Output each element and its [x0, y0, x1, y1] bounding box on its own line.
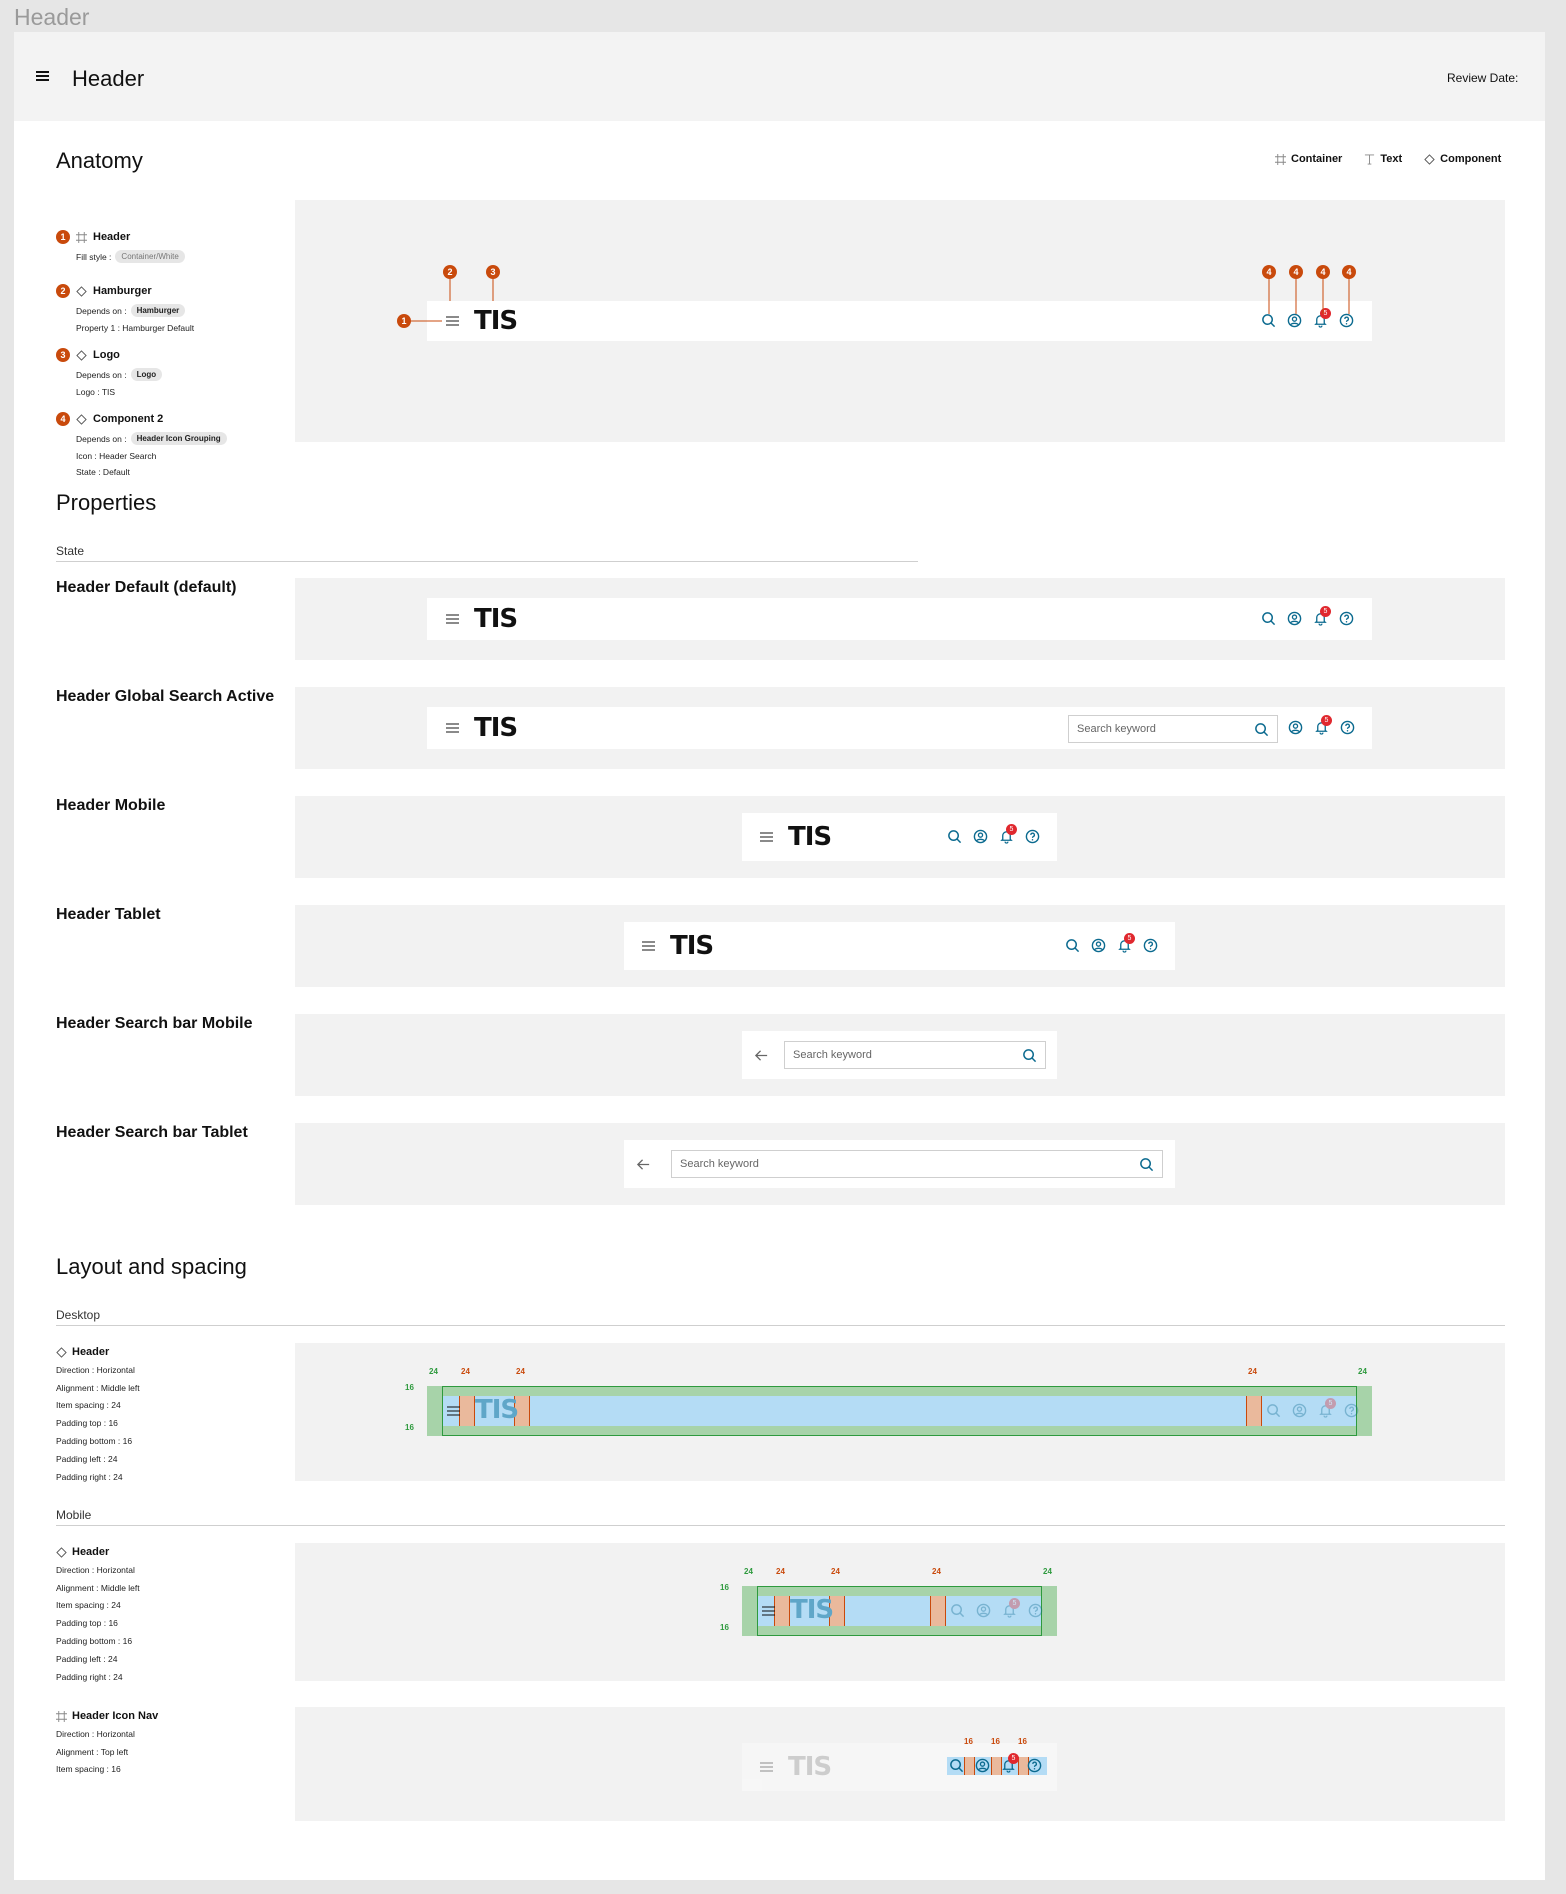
spec-lines	[56, 1362, 140, 1487]
help-icon[interactable]	[1027, 1758, 1042, 1773]
search-bar-mobile	[742, 1031, 1057, 1079]
content-area	[443, 1396, 1356, 1426]
notification-count-badge: 5	[1009, 1598, 1020, 1609]
header-icon-group	[947, 826, 1040, 844]
notification-count-badge: 5	[1124, 933, 1135, 944]
anatomy-number: 3	[56, 348, 70, 362]
user-button[interactable]	[1091, 938, 1106, 953]
marker-4: 4	[1342, 265, 1356, 279]
help-icon[interactable]	[1344, 1403, 1359, 1418]
spacing-label: 16	[991, 1737, 1000, 1746]
padding-left	[427, 1386, 443, 1436]
component-icon	[76, 414, 87, 425]
spec-line: Direction : Horizontal	[56, 1728, 135, 1739]
section-layout-title: Layout and spacing	[56, 1254, 247, 1279]
desktop-label: Desktop	[56, 1308, 101, 1322]
help-button[interactable]	[1028, 1603, 1043, 1618]
section-properties-title: Properties	[56, 490, 157, 515]
hamburger-icon[interactable]	[446, 614, 459, 624]
marker-3: 3	[486, 265, 500, 279]
section-anatomy-title: Anatomy	[56, 148, 143, 173]
anatomy-preview-panel	[295, 200, 1505, 442]
spacing-label: 24	[516, 1367, 525, 1376]
padding-right	[1041, 1586, 1057, 1636]
help-icon[interactable]	[1028, 1603, 1043, 1618]
user-button[interactable]	[976, 1603, 991, 1618]
anatomy-property: Depends on : Header Icon Grouping	[76, 432, 227, 445]
spec-line: Padding left : 24	[56, 1453, 118, 1464]
item-gap	[459, 1396, 475, 1426]
spec-line: Item spacing : 24	[56, 1600, 121, 1611]
bell-button[interactable]	[1001, 1755, 1016, 1773]
help-icon[interactable]	[1339, 611, 1354, 626]
logo[interactable]: TIS	[474, 604, 518, 634]
legend	[1275, 153, 1501, 165]
variant-search-tablet-panel	[295, 1123, 1505, 1205]
hamburger-icon	[762, 1606, 775, 1616]
component-icon	[56, 1347, 67, 1358]
icon-nav-layout-panel	[295, 1707, 1505, 1821]
bell-button[interactable]	[1117, 935, 1132, 953]
header-bar-mobile	[742, 813, 1057, 861]
component-icon	[1424, 154, 1435, 165]
variant-search-panel	[295, 687, 1505, 769]
header-bar-tablet	[624, 922, 1175, 970]
notification-count-badge: 5	[1320, 606, 1331, 617]
help-icon[interactable]	[1143, 938, 1158, 953]
help-button[interactable]	[1340, 720, 1355, 735]
search-button[interactable]	[1261, 611, 1276, 626]
spacing-label: 16	[405, 1423, 414, 1432]
hamburger-icon[interactable]	[36, 71, 49, 81]
help-icon[interactable]	[1340, 720, 1355, 735]
search-input[interactable]	[671, 1150, 1163, 1178]
spec-line: Direction : Horizontal	[56, 1564, 135, 1575]
variant-tablet-panel	[295, 905, 1505, 987]
marker-2: 2	[443, 265, 457, 279]
logo[interactable]: TIS	[474, 306, 518, 336]
spec-line: Alignment : Middle left	[56, 1382, 140, 1393]
search-icon[interactable]	[1266, 1403, 1281, 1418]
search-icon[interactable]	[1254, 722, 1269, 737]
user-icon[interactable]	[1287, 611, 1302, 626]
hamburger-icon	[760, 1762, 773, 1772]
marker-4: 4	[1316, 265, 1330, 279]
logo[interactable]: TIS	[670, 931, 714, 961]
component-icon	[76, 286, 87, 297]
header-icon-group	[949, 1755, 1042, 1773]
desktop-layout-panel	[295, 1343, 1505, 1481]
mobile-label: Mobile	[56, 1508, 92, 1522]
spec-line: Alignment : Top left	[56, 1746, 129, 1757]
search-button[interactable]	[950, 1603, 965, 1618]
text-icon	[1364, 154, 1375, 165]
dependency-chip: Hamburger	[131, 304, 186, 317]
variant-mobile-panel	[295, 796, 1505, 878]
variant-default-label: Header Default (default)	[56, 579, 237, 596]
hamburger-icon[interactable]	[642, 941, 655, 951]
hamburger-icon[interactable]	[446, 723, 459, 733]
search-icon[interactable]	[1022, 1048, 1037, 1063]
marker-4: 4	[1262, 265, 1276, 279]
spacing-label: 16	[964, 1737, 973, 1746]
item-gap	[930, 1596, 946, 1626]
anatomy-markers	[295, 200, 1505, 442]
variant-search-label: Header Global Search Active	[56, 688, 275, 705]
hamburger-icon[interactable]	[760, 832, 773, 842]
component-icon	[76, 350, 87, 361]
notification-count-badge: 5	[1325, 1398, 1336, 1409]
dependency-chip: Container/White	[115, 250, 184, 263]
spacing-label: 16	[405, 1383, 414, 1392]
mobile-layout-diagram	[720, 1567, 1057, 1636]
doc-title: Header	[72, 66, 145, 91]
search-icon[interactable]	[1139, 1157, 1154, 1172]
bell-button[interactable]	[999, 826, 1014, 844]
notification-count-badge: 5	[1006, 824, 1017, 835]
anatomy-item-name: Hamburger	[93, 285, 152, 297]
spacing-label: 24	[744, 1567, 753, 1576]
help-icon[interactable]	[1025, 829, 1040, 844]
spacing-label: 16	[720, 1583, 729, 1592]
spec-line: Padding bottom : 16	[56, 1435, 133, 1446]
frame-icon	[1275, 154, 1286, 165]
user-icon[interactable]	[1288, 720, 1303, 735]
anatomy-number: 2	[56, 284, 70, 298]
user-icon[interactable]	[976, 1603, 991, 1618]
spacing-label: 24	[776, 1567, 785, 1576]
marker-1: 1	[397, 314, 411, 328]
anatomy-property: State : Default	[76, 467, 130, 477]
mobile-layout-panel	[295, 1543, 1505, 1681]
header-bar	[427, 707, 1372, 749]
legend-container: Container	[1275, 153, 1342, 165]
logo: TIS	[788, 1752, 832, 1782]
header-bar	[427, 598, 1372, 640]
search-bar-tablet	[624, 1140, 1175, 1188]
bell-button[interactable]	[1002, 1600, 1017, 1618]
legend-component: Component	[1424, 153, 1501, 165]
anatomy-item	[56, 412, 227, 477]
variant-mobile-label: Header Mobile	[56, 797, 166, 814]
search-input[interactable]	[1068, 715, 1278, 743]
divider	[56, 1325, 1505, 1326]
spec-line: Padding right : 24	[56, 1671, 123, 1682]
anatomy-number: 4	[56, 412, 70, 426]
back-arrow-icon[interactable]	[636, 1157, 651, 1172]
user-button[interactable]	[1287, 611, 1302, 626]
anatomy-item	[56, 284, 194, 333]
spec-lines	[56, 1562, 140, 1687]
frame-icon	[76, 232, 87, 243]
frame-icon	[56, 1711, 67, 1722]
logo[interactable]: TIS	[474, 713, 518, 743]
variant-default-panel	[295, 578, 1505, 660]
review-date-label: Review Date:	[1447, 71, 1519, 85]
hamburger-icon	[447, 1406, 460, 1416]
user-icon[interactable]	[1091, 938, 1106, 953]
search-icon[interactable]	[1261, 611, 1276, 626]
bell-button[interactable]	[1313, 608, 1328, 626]
logo[interactable]: TIS	[788, 822, 832, 852]
search-icon[interactable]	[949, 1758, 964, 1773]
dependency-chip: Logo	[131, 368, 163, 381]
spacing-label: 16	[720, 1623, 729, 1632]
item-gap	[1246, 1396, 1262, 1426]
desktop-layout-diagram	[405, 1367, 1372, 1436]
bell-button[interactable]	[1314, 717, 1329, 735]
search-placeholder: Search keyword	[1077, 723, 1156, 735]
header-icon-group	[1288, 717, 1355, 735]
spec-line: Padding top : 16	[56, 1418, 118, 1429]
help-button[interactable]	[1143, 938, 1158, 953]
user-button[interactable]	[1288, 720, 1303, 735]
search-icon[interactable]	[950, 1603, 965, 1618]
anatomy-property: Depends on : Hamburger	[76, 304, 194, 317]
padding-left	[742, 1586, 758, 1636]
spacing-label: 24	[831, 1567, 840, 1576]
search-input[interactable]	[784, 1041, 1046, 1069]
notification-count-badge: 5	[1008, 1753, 1019, 1764]
spec-line: Direction : Horizontal	[56, 1364, 135, 1375]
spec-sheet	[14, 32, 1545, 1880]
user-button[interactable]	[1292, 1403, 1307, 1418]
doc-header	[14, 32, 1545, 121]
anatomy-property: Depends on : Logo	[76, 368, 162, 381]
spacing-label: 24	[1358, 1367, 1367, 1376]
header-icon-group	[950, 1600, 1043, 1618]
search-placeholder: Search keyword	[793, 1049, 872, 1061]
anatomy-property: Fill style : Container/White	[76, 250, 185, 263]
help-button[interactable]	[1027, 1758, 1042, 1773]
divider	[56, 1525, 1505, 1526]
anatomy-property: Property 1 : Hamburger Default	[76, 323, 195, 333]
frame-title: Header	[14, 4, 90, 30]
item-gap	[774, 1596, 790, 1626]
legend-text: Text	[1364, 153, 1402, 165]
anatomy-item-name: Header	[93, 231, 131, 243]
spec-line: Padding right : 24	[56, 1471, 123, 1482]
marker-4: 4	[1289, 265, 1303, 279]
anatomy-number: 1	[56, 230, 70, 244]
spec-line: Padding top : 16	[56, 1618, 118, 1629]
state-label: State	[56, 544, 85, 558]
dependency-chip: Header Icon Grouping	[131, 432, 227, 445]
user-button[interactable]	[973, 829, 988, 844]
spec-line: Item spacing : 16	[56, 1764, 121, 1775]
user-icon[interactable]	[975, 1758, 990, 1773]
user-icon[interactable]	[973, 829, 988, 844]
spacing-label: 24	[1248, 1367, 1257, 1376]
header-icon-group	[1261, 608, 1354, 626]
bell-button[interactable]	[1318, 1400, 1333, 1418]
user-icon[interactable]	[1292, 1403, 1307, 1418]
anatomy-property: Icon : Header Search	[76, 451, 157, 461]
anatomy-item	[56, 348, 162, 397]
variant-tablet-label: Header Tablet	[56, 906, 161, 923]
anatomy-item	[56, 230, 185, 263]
spacing-label: 16	[1018, 1737, 1027, 1746]
spec-line: Item spacing : 24	[56, 1400, 121, 1411]
spacing-label: 24	[429, 1367, 438, 1376]
icon-nav-diagram	[947, 1727, 1047, 1797]
anatomy-item-name: Logo	[93, 349, 120, 361]
user-button[interactable]	[975, 1758, 990, 1773]
search-placeholder: Search keyword	[680, 1158, 759, 1170]
notification-count-badge: 5	[1320, 308, 1331, 319]
mobile-header-spec: Header Direction : Horizontal Alignment : Middle left Item spacing : 24 Padding top : 16 Padding bottom : 16 Padding left : 24 Padding right : 24	[56, 1544, 140, 1686]
spec-line: Padding left : 24	[56, 1653, 118, 1664]
logo: TIS	[790, 1595, 834, 1625]
search-button[interactable]	[947, 829, 962, 844]
header-icon-group	[1065, 935, 1158, 953]
header-icon-group	[1266, 1400, 1359, 1418]
component-icon	[56, 1547, 67, 1558]
spec-line: Padding bottom : 16	[56, 1635, 133, 1646]
spec-line: Alignment : Middle left	[56, 1582, 140, 1593]
spec-lines	[56, 1726, 158, 1779]
anatomy-item-name: Component 2	[93, 413, 164, 425]
help-button[interactable]	[1025, 829, 1040, 844]
search-icon[interactable]	[947, 829, 962, 844]
search-icon[interactable]	[1065, 938, 1080, 953]
variant-search-tablet-label: Header Search bar Tablet	[56, 1124, 248, 1141]
back-arrow-icon[interactable]	[754, 1048, 769, 1063]
variant-search-mobile-panel	[295, 1014, 1505, 1096]
search-button[interactable]	[1065, 938, 1080, 953]
icon-nav-spec: Header Icon Nav Direction : Horizontal Alignment : Top left Item spacing : 16	[56, 1708, 158, 1779]
spacing-label: 24	[932, 1567, 941, 1576]
variant-search-mobile-label: Header Search bar Mobile	[56, 1015, 253, 1032]
search-button[interactable]	[1266, 1403, 1281, 1418]
notification-count-badge: 5	[1321, 715, 1332, 726]
desktop-header-spec: Header Direction : Horizontal Alignment : Middle left Item spacing : 24 Padding top : 16 Padding bottom : 16 Padding left : 24 Padding right : 24	[56, 1344, 140, 1486]
search-button[interactable]	[949, 1758, 964, 1773]
help-button[interactable]	[1344, 1403, 1359, 1418]
spacing-label: 24	[461, 1367, 470, 1376]
spacing-label: 24	[1043, 1567, 1052, 1576]
anatomy-property: Logo : TIS	[76, 387, 116, 397]
logo: TIS	[475, 1395, 519, 1425]
divider	[56, 561, 918, 562]
help-button[interactable]	[1339, 611, 1354, 626]
